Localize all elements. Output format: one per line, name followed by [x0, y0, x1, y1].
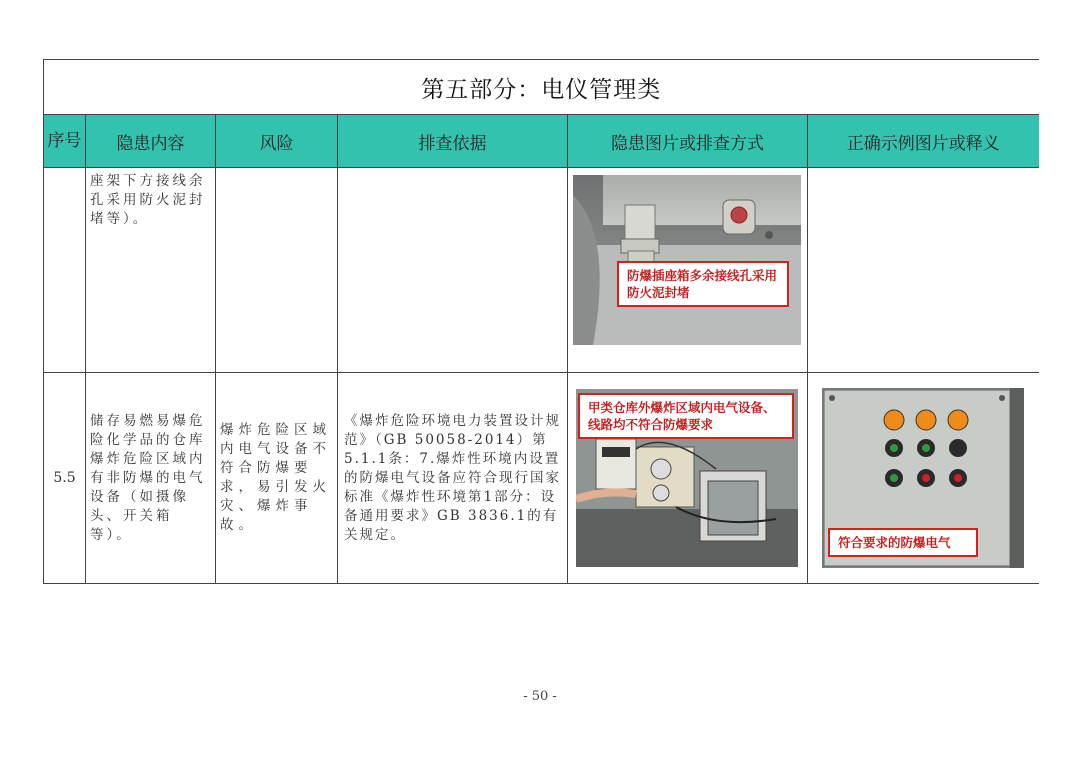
example-cell-empty: [808, 168, 1039, 373]
table-header-row: [44, 115, 1039, 168]
hazard-text: 储存易燃易爆危险化学品的仓库爆炸危险区域内有非防爆的电气设备（如摄像头、开关箱等）。: [90, 412, 206, 543]
header-seq: 序号: [44, 115, 86, 168]
example-photo: [822, 388, 1024, 568]
hazard-photo: [576, 389, 798, 567]
basis-cell-empty: [338, 168, 568, 373]
hazard-cell: [86, 168, 216, 373]
risk-cell: [216, 373, 338, 584]
table-row: [44, 168, 1039, 373]
hazard-image-callout: 甲类仓库外爆炸区域内电气设备、线路均不符合防爆要求: [578, 393, 794, 439]
example-image-cell: [808, 373, 1039, 584]
hazard-cell: [86, 373, 216, 584]
seq-cell: 5.5: [44, 373, 86, 584]
hazard-photo: [573, 175, 801, 345]
risk-text: 爆炸危险区域内电气设备不符合防爆要求，易引发火灾、爆炸事故。: [220, 422, 331, 533]
seq-cell-empty: [44, 168, 86, 373]
header-correct-example: 正确示例图片或释义: [808, 115, 1039, 168]
hazard-text: 座架下方接线余孔采用防火泥封堵等）。: [90, 173, 206, 227]
header-risk: 风险: [216, 115, 338, 168]
header-hazard: 隐患内容: [86, 115, 216, 168]
hazard-image-callout: 防爆插座箱多余接线孔采用防火泥封堵: [617, 261, 789, 307]
hazard-image-cell: [568, 373, 808, 584]
header-basis: 排查依据: [338, 115, 568, 168]
header-hazard-image: 隐患图片或排查方式: [568, 115, 808, 168]
inspection-table: [43, 59, 1039, 584]
basis-text: 《爆炸危险环境电力装置设计规范》（GB 50058-2014）第5.1.1条：7.爆炸性环境内设置的防爆电气设备应符合现行国家标准《爆炸性环境第1部分：设备通用要求》GB 3836.1的有关规定。: [344, 412, 561, 543]
example-image-callout: 符合要求的防爆电气: [828, 528, 978, 557]
basis-cell: [338, 373, 568, 584]
table-row: [44, 373, 1039, 584]
page-number: - 50 -: [523, 689, 557, 704]
section-title: 第五部分：电仪管理类: [44, 60, 1039, 115]
hazard-image-cell: [568, 168, 808, 373]
risk-cell-empty: [216, 168, 338, 373]
